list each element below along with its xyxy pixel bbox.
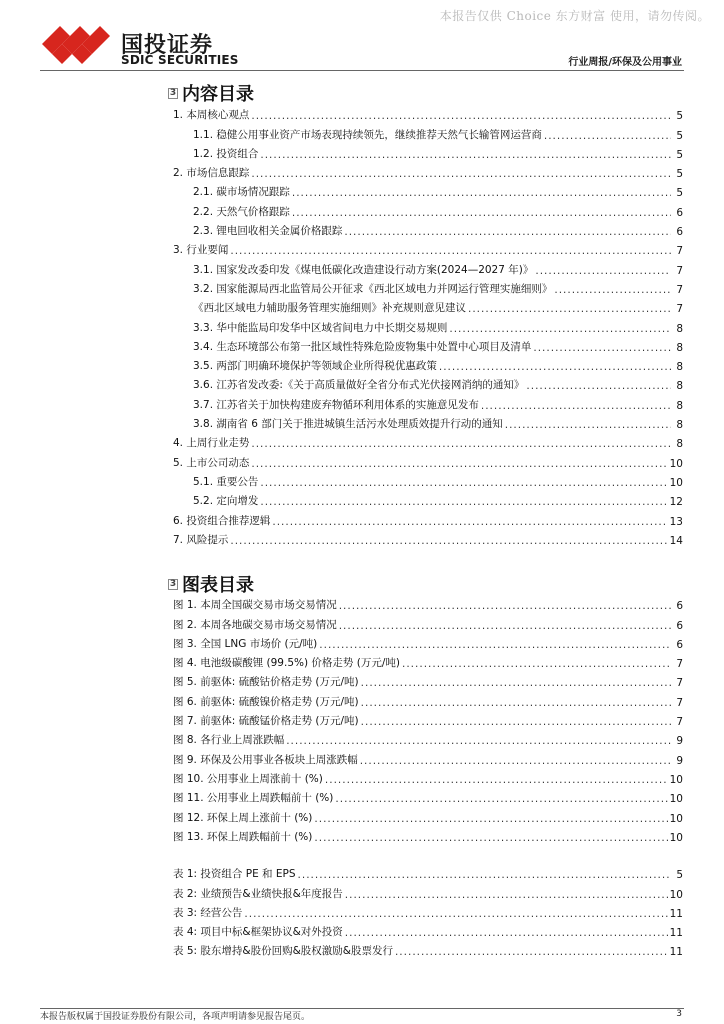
leader-dots: [325, 774, 668, 786]
toc-entry-label: 3.5. 两部门明确环境保护等领域企业所得税优惠政策: [193, 360, 437, 373]
leader-dots: [260, 477, 667, 489]
leader-dots: [251, 168, 671, 180]
toc-entry-label: 5.2. 定向增发: [193, 495, 259, 508]
toc-entry-page: 5: [676, 129, 683, 142]
figure-entry-label: 图 1. 本周全国碳交易市场交易情况: [173, 599, 337, 612]
toc-entry[interactable]: [173, 161, 683, 180]
figure-entry[interactable]: [173, 612, 683, 631]
leader-dots: [544, 130, 671, 142]
toc-entry[interactable]: [173, 470, 683, 489]
leader-dots: [260, 149, 671, 161]
toc-entry-page: 6: [676, 226, 683, 239]
toc-entry[interactable]: [173, 528, 683, 547]
toc-entry[interactable]: [173, 122, 683, 141]
figure-entry-page: 7: [676, 696, 683, 709]
figure-entry-label: 图 12. 环保上周上涨前十 (%): [173, 811, 313, 824]
toc-entry-page: 8: [676, 361, 683, 374]
toc-entry[interactable]: [173, 238, 683, 257]
table-entry-label: 表 1: 投资组合 PE 和 EPS: [173, 868, 296, 881]
table-entry-page: 11: [669, 927, 683, 940]
leader-dots: [319, 639, 671, 651]
toc-entry-label: 3.4. 生态环境部公布第一批区域性特殊危险废物集中处置中心项目及清单: [193, 340, 532, 353]
figure-entry-label: 图 3. 全国 LNG 市场价 (元/吨): [173, 637, 318, 650]
figure-entry[interactable]: [173, 825, 683, 844]
figure-entry-page: 9: [676, 735, 683, 748]
toc-entry-label: 1.1. 稳健公用事业资产市场表现持续领先，继续推荐天然气长输管网运营商: [193, 128, 542, 141]
table-entry-page: 5: [676, 869, 683, 882]
watermark: 本报告仅供 Choice 东方财富 使用，请勿传阅。: [439, 9, 710, 23]
toc-entry-page: 8: [676, 380, 683, 393]
toc-entry[interactable]: [173, 103, 683, 122]
figure-entry-page: 9: [676, 754, 683, 767]
logo-icon: [40, 24, 120, 64]
toc-entry-page: 8: [676, 438, 683, 451]
toc-entry[interactable]: [173, 257, 683, 276]
figure-entry-label: 图 6. 前驱体: 硫酸镍价格走势 (万元/吨): [173, 695, 359, 708]
toc-entry[interactable]: [173, 296, 683, 315]
leader-dots: [335, 793, 667, 805]
toc-entry-label: 2.2. 天然气价格跟踪: [193, 205, 290, 218]
table-entry-page: 11: [669, 907, 683, 920]
leader-dots: [345, 889, 668, 901]
report-category: 行业周报/环保及公用事业: [568, 57, 682, 68]
leader-dots: [251, 458, 667, 470]
toc-entry-label: 3.1. 国家发改委印发《煤电低碳化改造建设行动方案(2024—2027 年)》: [193, 263, 534, 276]
toc-entry-page: 10: [669, 457, 683, 470]
leader-dots: [292, 207, 671, 219]
figure-entry[interactable]: [173, 670, 683, 689]
toc-entry-label: 3. 行业要闻: [173, 244, 229, 257]
table-entry[interactable]: [173, 939, 683, 958]
toc-entry-page: 7: [676, 245, 683, 258]
toc-entry-page: 7: [676, 283, 683, 296]
page-number: 3: [676, 1009, 682, 1019]
figure-entry-label: 图 7. 前驱体: 硫酸锰价格走势 (万元/吨): [173, 715, 359, 728]
leader-dots: [230, 535, 667, 547]
toc-entry[interactable]: [173, 354, 683, 373]
logo-text-en: SDIC SECURITIES: [121, 53, 239, 67]
figure-entry-page: 6: [676, 600, 683, 613]
figure-entry-label: 图 5. 前驱体: 硫酸钴价格走势 (万元/吨): [173, 676, 359, 689]
leader-dots: [345, 927, 668, 939]
leader-dots: [339, 620, 671, 632]
table-entry-label: 表 4: 项目中标&框架协议&对外投资: [173, 926, 343, 939]
toc-entry[interactable]: [173, 489, 683, 508]
toc-entry-page: 7: [676, 303, 683, 316]
toc-entry-label: 4. 上周行业走势: [173, 437, 250, 450]
leader-dots: [244, 908, 667, 920]
leader-dots: [286, 735, 671, 747]
logo-text-cn: 国投证券: [121, 33, 214, 58]
figure-entry-page: 10: [669, 793, 683, 806]
table-entry[interactable]: [173, 901, 683, 920]
table-list: [173, 862, 683, 958]
toc-entry-page: 8: [676, 399, 683, 412]
figure-entry[interactable]: [173, 805, 683, 824]
leader-dots: [554, 284, 671, 296]
figure-entry[interactable]: [173, 767, 683, 786]
toc-entry-label: 1. 本周核心观点: [173, 109, 250, 122]
leader-dots: [251, 438, 671, 450]
leader-dots: [272, 516, 667, 528]
figure-entry-page: 10: [669, 831, 683, 844]
figure-entry[interactable]: [173, 689, 683, 708]
footer-disclaimer: 本报告版权属于国投证券股份有限公司，各项声明请参见报告尾页。: [40, 1012, 311, 1022]
toc-entry-page: 13: [669, 515, 683, 528]
toc-entry[interactable]: [173, 219, 683, 238]
figure-entry-label: 图 8. 各行业上周涨跌幅: [173, 734, 285, 747]
toc-entry-label: 7. 风险提示: [173, 533, 229, 546]
toc-entry[interactable]: [173, 412, 683, 431]
toc-entry-page: 8: [676, 341, 683, 354]
figure-entry-page: 6: [676, 638, 683, 651]
leader-dots: [260, 496, 667, 508]
toc-entry[interactable]: [173, 277, 683, 296]
table-entry-page: 10: [669, 888, 683, 901]
leader-dots: [251, 110, 671, 122]
figure-entry-label: 图 10. 公用事业上周涨前十 (%): [173, 772, 323, 785]
toc-entry-label: 2. 市场信息跟踪: [173, 167, 250, 180]
toc-entry-label: 2.1. 碳市场情况跟踪: [193, 186, 290, 199]
toc-entry-label: 6. 投资组合推荐逻辑: [173, 514, 271, 527]
toc-entry[interactable]: [173, 373, 683, 392]
figure-entry[interactable]: [173, 786, 683, 805]
leader-dots: [298, 869, 671, 881]
leader-dots: [535, 265, 671, 277]
figure-entry-page: 7: [676, 716, 683, 729]
table-entry[interactable]: [173, 920, 683, 939]
table-entry-label: 表 3: 经营公告: [173, 906, 243, 919]
toc-entry[interactable]: [173, 508, 683, 527]
table-entry-label: 表 2: 业绩预告&业绩快报&年度报告: [173, 887, 343, 900]
toc-entry[interactable]: [173, 180, 683, 199]
leader-dots: [481, 400, 671, 412]
toc-entry-page: 5: [676, 148, 683, 161]
toc-entry[interactable]: [173, 142, 683, 161]
toc-entry[interactable]: [173, 335, 683, 354]
leader-dots: [361, 697, 671, 709]
toc-entry-label: 5.1. 重要公告: [193, 475, 259, 488]
toc-entry-page: 10: [669, 476, 683, 489]
leader-dots: [468, 303, 671, 315]
toc-entry-page: 5: [676, 168, 683, 181]
toc-entry-page: 14: [669, 534, 683, 547]
toc-entry-label: 3.6. 江苏省发改委:《关于高质量做好全省分布式光伏接网消纳的通知》: [193, 379, 525, 392]
leader-dots: [292, 187, 671, 199]
toc-entry-page: 8: [676, 419, 683, 432]
toc-entry-page: 6: [676, 206, 683, 219]
leader-dots: [339, 600, 671, 612]
figure-entry[interactable]: [173, 747, 683, 766]
toc-entry-label: 3.2. 国家能源局西北监管局公开征求《西北区域电力并网运行管理实施细则》: [193, 282, 553, 295]
leader-dots: [344, 226, 671, 238]
table-entry[interactable]: [173, 862, 683, 881]
toc-entry-page: 5: [676, 110, 683, 123]
figure-entry[interactable]: [173, 593, 683, 612]
leader-dots: [505, 419, 671, 431]
toc-entry-label: 《西北区域电力辅助服务管理实施细则》补充规则意见建议: [193, 302, 466, 315]
leader-dots: [314, 813, 667, 825]
figure-entry[interactable]: [173, 632, 683, 651]
toc-entry-label: 3.7. 江苏省关于加快构建废弃物循环利用体系的实施意见发布: [193, 398, 479, 411]
toc-entry-page: 8: [676, 322, 683, 335]
leader-dots: [439, 361, 671, 373]
figure-entry-label: 图 2. 本周各地碳交易市场交易情况: [173, 618, 337, 631]
toc-entry-label: 2.3. 锂电回收相关金属价格跟踪: [193, 225, 343, 238]
toc-entry[interactable]: [173, 431, 683, 450]
toc-entry[interactable]: [173, 315, 683, 334]
leader-dots: [395, 946, 668, 958]
toc-list: [173, 103, 683, 547]
figure-entry-page: 10: [669, 812, 683, 825]
leader-dots: [526, 380, 671, 392]
toc-entry-label: 5. 上市公司动态: [173, 456, 250, 469]
figure-entry[interactable]: [173, 651, 683, 670]
leader-dots: [361, 716, 671, 728]
figure-entry[interactable]: [173, 728, 683, 747]
figure-entry-label: 图 4. 电池级碳酸锂 (99.5%) 价格走势 (万元/吨): [173, 657, 400, 670]
toc-entry-page: 7: [676, 264, 683, 277]
leader-dots: [361, 677, 671, 689]
leader-dots: [314, 832, 667, 844]
figure-entry-label: 图 9. 环保及公用事业各板块上周涨跌幅: [173, 753, 358, 766]
figures-heading-text: 图表目录: [182, 575, 254, 596]
section-marker-icon: 3: [169, 578, 177, 589]
toc-entry[interactable]: [173, 450, 683, 469]
toc-heading-text: 内容目录: [182, 84, 254, 105]
table-entry-label: 表 5: 股东增持&股份回购&股权激励&股票发行: [173, 945, 393, 958]
toc-entry-page: 12: [669, 496, 683, 509]
toc-entry[interactable]: [173, 392, 683, 411]
leader-dots: [449, 323, 671, 335]
toc-entry-label: 1.2. 投资组合: [193, 147, 259, 160]
table-entry-page: 11: [669, 946, 683, 959]
figure-entry-label: 图 13. 环保上周跌幅前十 (%): [173, 830, 313, 843]
figure-list: [173, 593, 683, 844]
leader-dots: [533, 342, 671, 354]
figure-entry-page: 7: [676, 658, 683, 671]
leader-dots: [402, 658, 671, 670]
figure-entry[interactable]: [173, 709, 683, 728]
toc-entry-label: 3.3. 华中能监局印发华中区域省间电力中长期交易规则: [193, 321, 448, 334]
leader-dots: [360, 755, 671, 767]
leader-dots: [230, 245, 671, 257]
figure-entry-page: 6: [676, 619, 683, 632]
section-marker-icon: 3: [169, 87, 177, 98]
figure-entry-label: 图 11. 公用事业上周跌幅前十 (%): [173, 792, 334, 805]
toc-entry-page: 5: [676, 187, 683, 200]
toc-entry[interactable]: [173, 199, 683, 218]
header-divider: [40, 70, 684, 71]
figure-entry-page: 7: [676, 677, 683, 690]
figure-entry-page: 10: [669, 773, 683, 786]
table-entry[interactable]: [173, 881, 683, 900]
toc-entry-label: 3.8. 湖南省 6 部门关于推进城镇生活污水处理质效提升行动的通知: [193, 418, 503, 431]
